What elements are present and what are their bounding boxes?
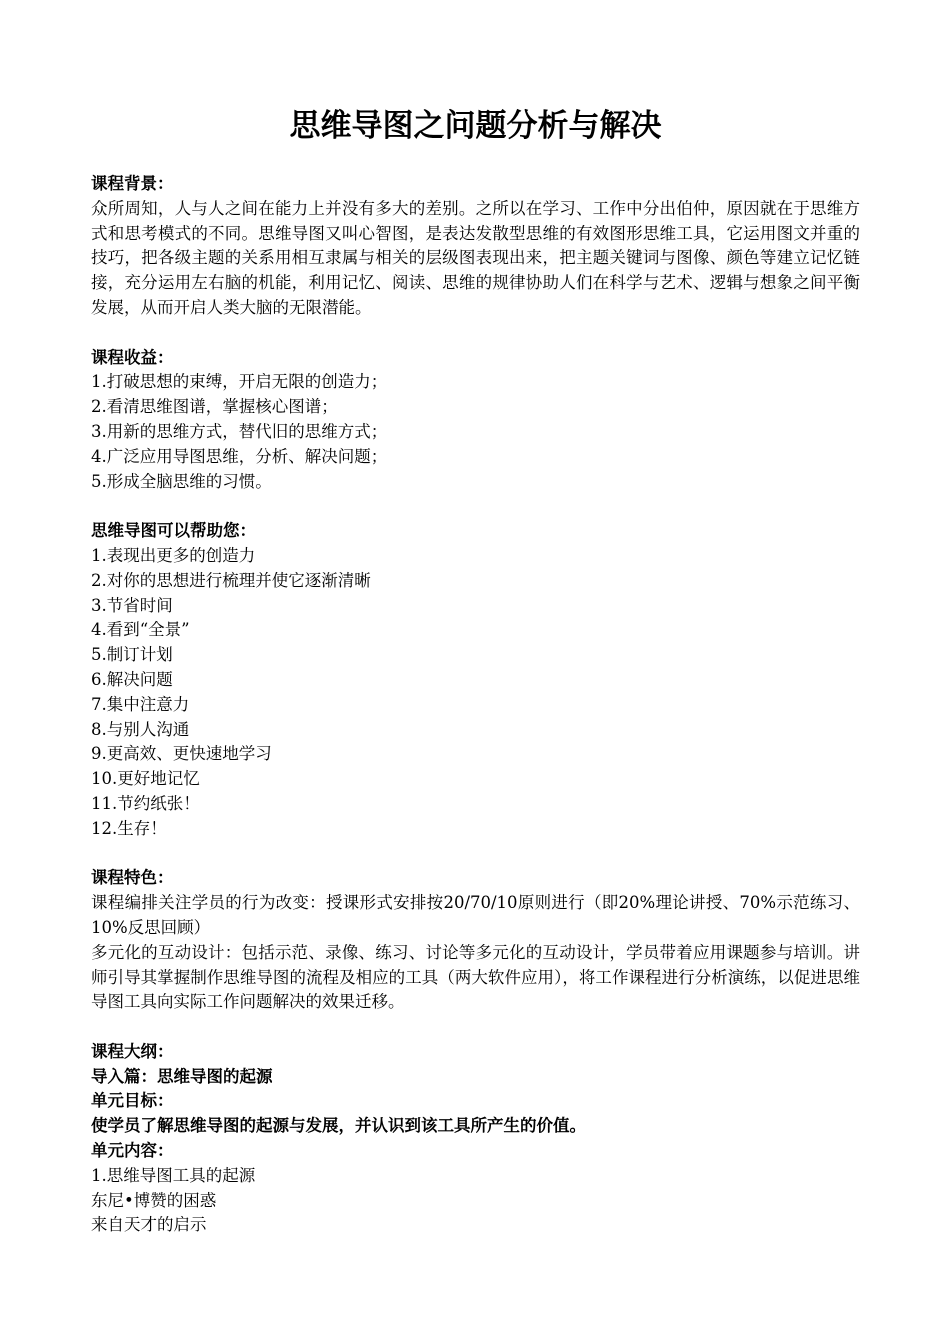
document-title: 思维导图之问题分析与解决 bbox=[289, 108, 662, 144]
features-heading: 课程特色： bbox=[91, 868, 174, 888]
section-gap bbox=[91, 1015, 860, 1040]
list-item: 10.更好地记忆 bbox=[91, 769, 200, 789]
helps-heading: 思维导图可以帮助您： bbox=[91, 521, 256, 541]
list-item: 9.更高效、更快速地学习 bbox=[91, 744, 272, 764]
unit-goal-text: 使学员了解思维导图的起源与发展，并认识到该工具所产生的价值。 bbox=[91, 1116, 586, 1136]
section-helps bbox=[91, 519, 860, 841]
section-gap bbox=[91, 494, 860, 519]
list-item: 1.表现出更多的创造力 bbox=[91, 545, 256, 565]
list-item: 12.生存！ bbox=[91, 818, 167, 838]
list-item: 6.解决问题 bbox=[91, 669, 173, 689]
list-item: 1.思维导图工具的起源 bbox=[91, 1165, 256, 1185]
background-heading: 课程背景： bbox=[91, 174, 174, 193]
list-item: 2.对你的思想进行梳理并使它逐渐清晰 bbox=[91, 570, 371, 590]
unit-content-label: 单元内容： bbox=[91, 1141, 174, 1161]
section-background bbox=[91, 172, 860, 321]
section-gap bbox=[91, 321, 860, 346]
list-item: 11.节约纸张！ bbox=[91, 793, 200, 813]
list-item: 4.看到“全景” bbox=[91, 620, 190, 640]
section-features bbox=[91, 866, 860, 1015]
unit-goal-label: 单元目标： bbox=[91, 1091, 174, 1111]
list-item: 来自天才的启示 bbox=[91, 1215, 207, 1235]
list-item: 5.制订计划 bbox=[91, 645, 173, 665]
features-paragraph: 多元化的互动设计：包括示范、录像、练习、讨论等多元化的互动设计，学员带着应用课题参与培训。讲师引导其掌握制作思维导图的流程及相应的工具（两大软件应用），将工作课程进行分析演练，以促进思维导图工具向实际工作问题解决的效果迁移。 bbox=[91, 942, 860, 1012]
list-item: 2.看清思维图谱，掌握核心图谱； bbox=[91, 397, 338, 417]
list-item: 4.广泛应用导图思维，分析、解决问题； bbox=[91, 446, 388, 466]
section-gap bbox=[91, 842, 860, 867]
list-item: 东尼•博赞的困惑 bbox=[91, 1190, 217, 1210]
section-outline bbox=[91, 1040, 860, 1238]
background-text: 众所周知，人与人之间在能力上并没有多大的差别。之所以在学习、工作中分出伯仲，原因就在于思维方式和思考模式的不同。思维导图又叫心智图，是表达发散型思维的有效图形思维工具，它运用图文并重的技巧，把各级主题的关系用相互隶属与相关的层级图表现出来，把主题关键词与图像、颜色等建立记忆链接，充分运用左右脑的机能，利用记忆、阅读、思维的规律协助人们在科学与艺术、逻辑与想象之间平衡发展，从而开启人类大脑的无限潜能。 bbox=[91, 198, 860, 317]
section-benefits bbox=[91, 346, 860, 495]
outline-part-title: 导入篇：思维导图的起源 bbox=[91, 1066, 273, 1086]
features-paragraph: 课程编排关注学员的行为改变：授课形式安排按20/70/10原则进行（即20%理论讲授、70%示范练习、10%反思回顾） bbox=[91, 893, 860, 937]
list-item: 5.形成全脑思维的习惯。 bbox=[91, 471, 272, 491]
benefits-heading: 课程收益： bbox=[91, 347, 174, 367]
list-item: 7.集中注意力 bbox=[91, 694, 190, 714]
list-item: 3.节省时间 bbox=[91, 595, 173, 615]
list-item: 8.与别人沟通 bbox=[91, 719, 190, 739]
list-item: 1.打破思想的束缚，开启无限的创造力； bbox=[91, 372, 388, 392]
list-item: 3.用新的思维方式，替代旧的思维方式； bbox=[91, 421, 388, 441]
outline-heading: 课程大纲： bbox=[91, 1041, 174, 1061]
